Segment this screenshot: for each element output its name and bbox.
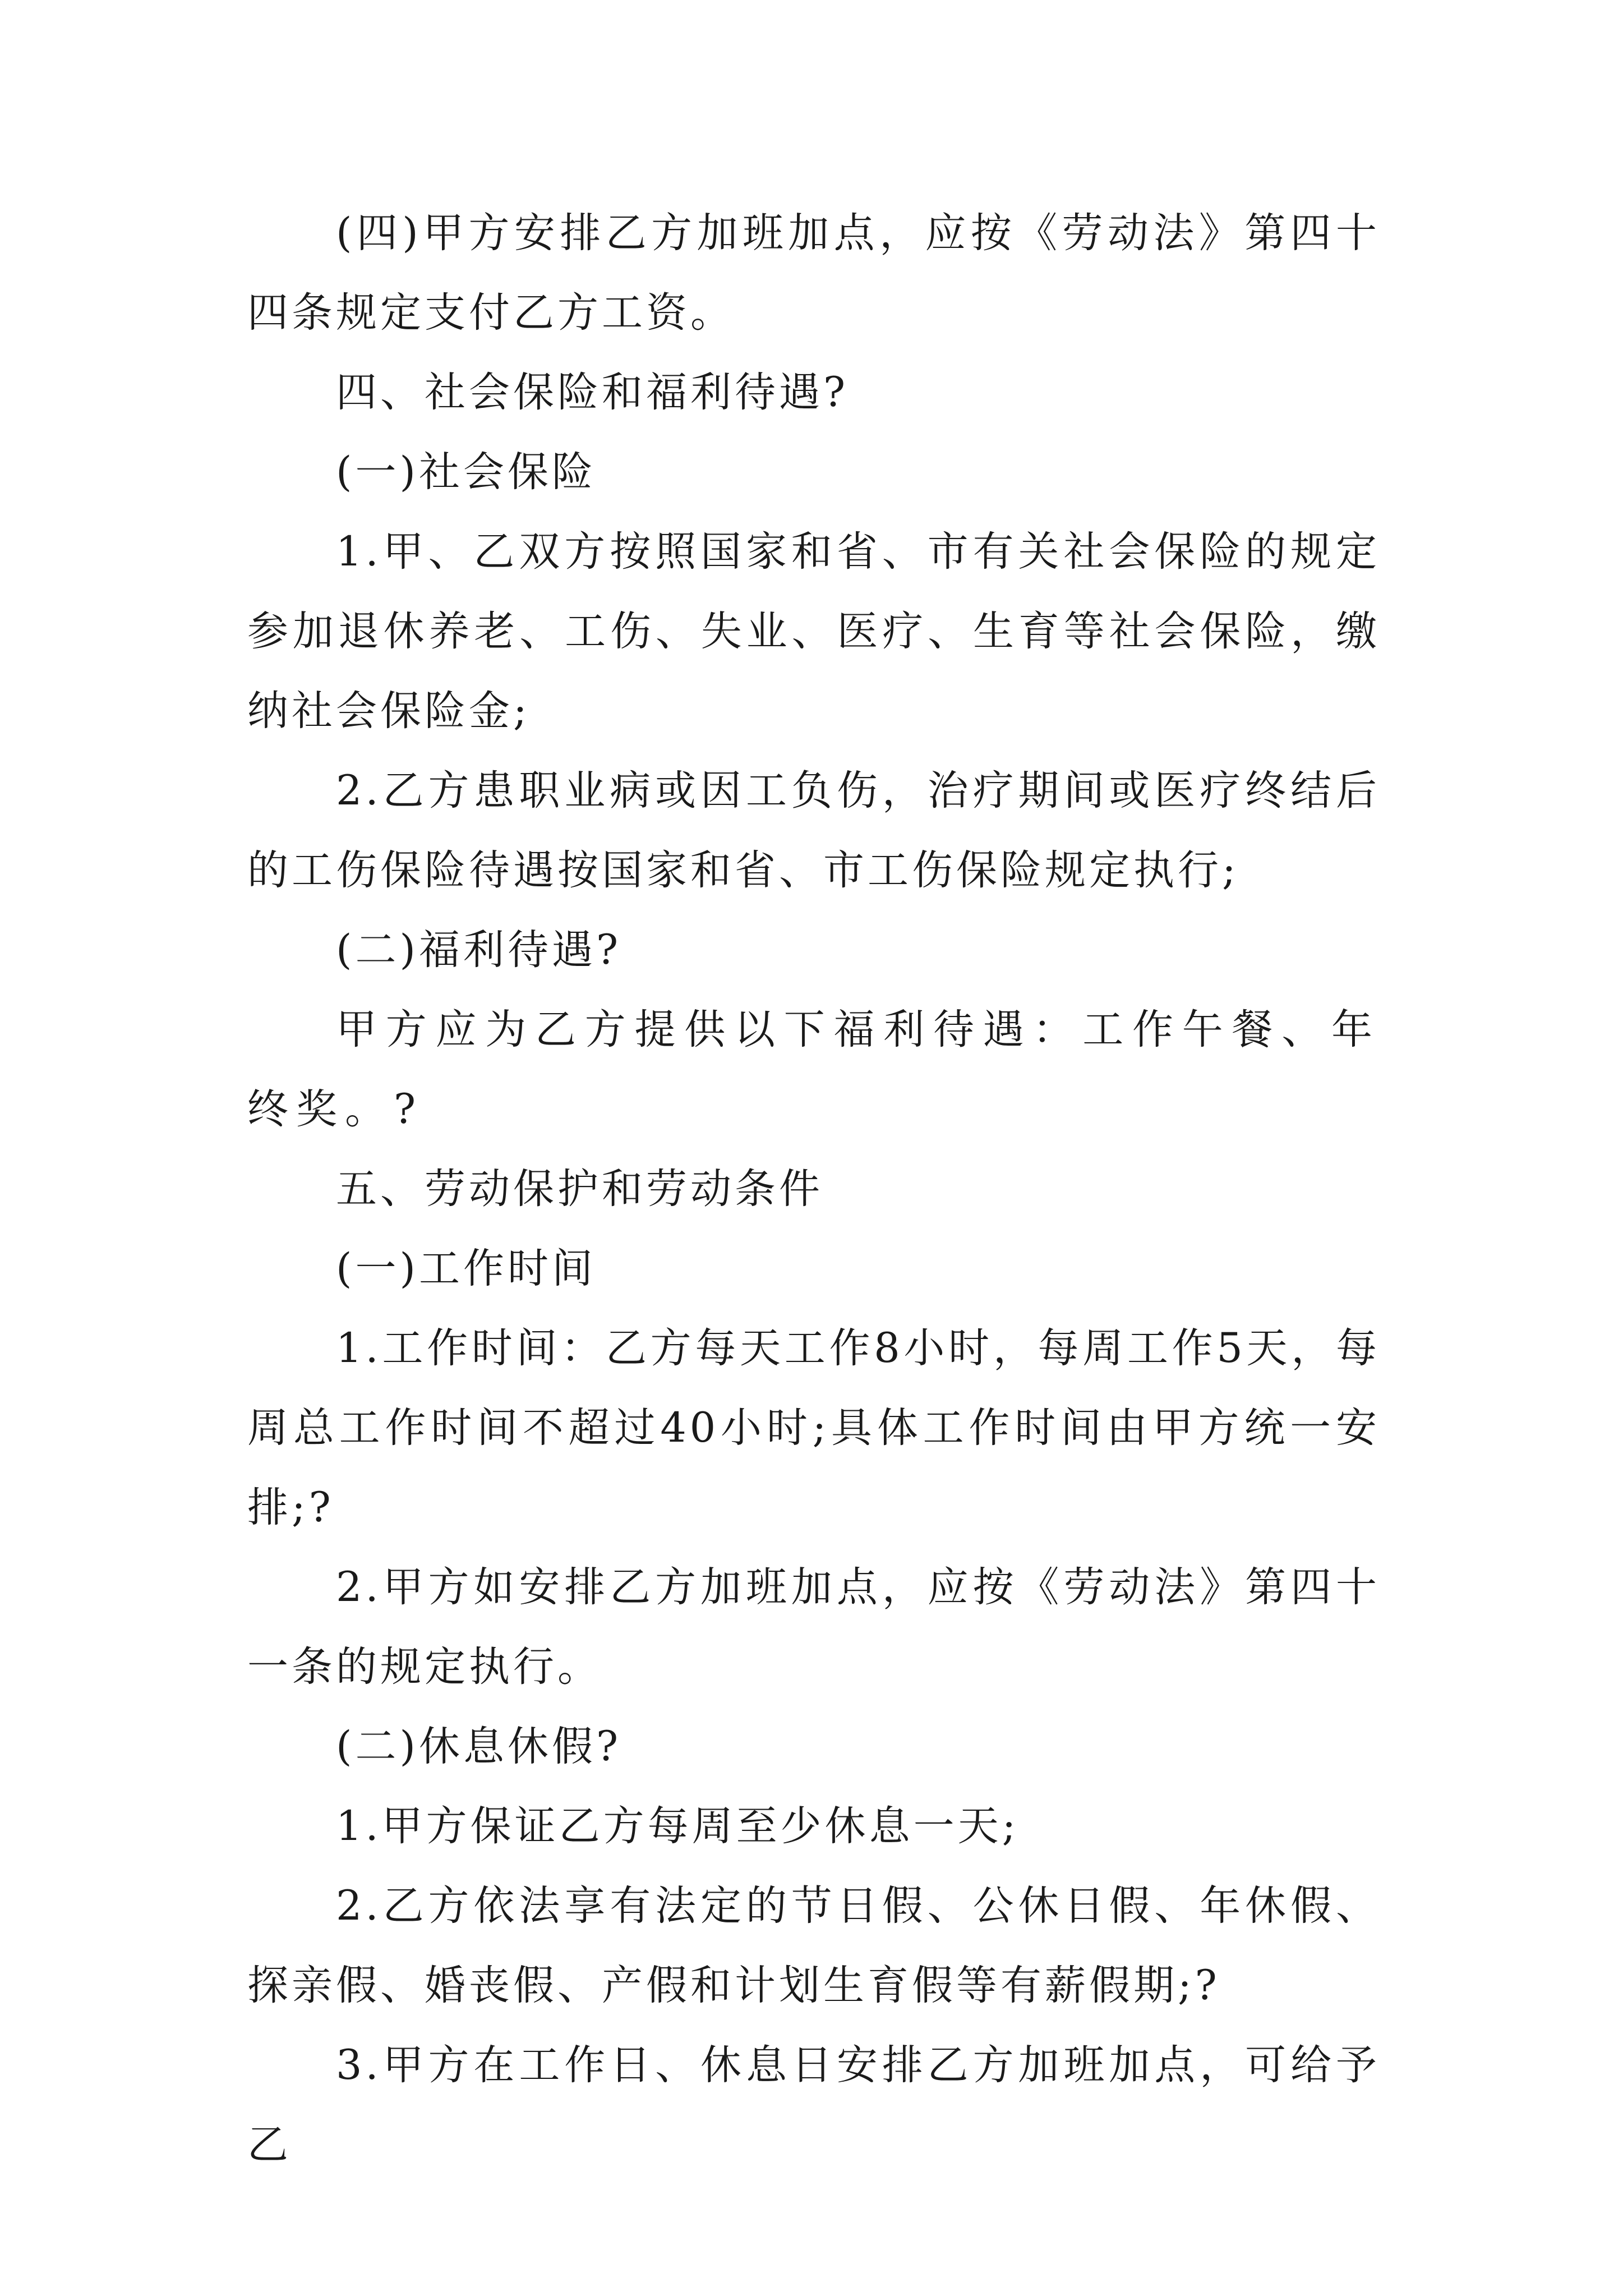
paragraph-welfare-benefits: 甲方应为乙方提供以下福利待遇：工作午餐、年终奖。?: [247, 1006, 1380, 1133]
paragraph-insurance-participation: 1.甲、乙双方按照国家和省、市有关社会保险的规定参加退休养老、工伤、失业、医疗、生育等社会保险，缴纳社会保险金;: [247, 528, 1380, 735]
paragraph-paid-leave: 2.乙方依法享有法定的节日假、公休日假、年休假、探亲假、婚丧假、产假和计划生育假等有薪假期;?: [247, 1882, 1380, 2009]
paragraph-weekly-rest: 1.甲方保证乙方每周至少休息一天;: [336, 1802, 1020, 1850]
paragraph-overtime-wages: (四)甲方安排乙方加班加点，应按《劳动法》第四十四条规定支付乙方工资。: [247, 209, 1380, 337]
subheading-welfare: (二)福利待遇?: [336, 926, 622, 974]
heading-social-insurance-welfare: 四、社会保险和福利待遇?: [336, 369, 849, 416]
document-body: [247, 194, 1380, 2185]
subheading-rest-leave: (二)休息休假?: [336, 1723, 622, 1770]
paragraph-working-hours: 1.工作时间：乙方每天工作8小时，每周工作5天，每周总工作时间不超过40小时;具体工作时间由甲方统一安排;?: [247, 1324, 1380, 1531]
subheading-working-hours: (一)工作时间: [336, 1245, 596, 1292]
subheading-social-insurance: (一)社会保险: [336, 448, 596, 496]
paragraph-overtime-compensation: 3.甲方在工作日、休息日安排乙方加班加点，可给予乙: [247, 2041, 1380, 2169]
paragraph-occupational-injury: 2.乙方患职业病或因工负伤，治疗期间或医疗终结后的工伤保险待遇按国家和省、市工伤保险规定执行;: [247, 767, 1380, 894]
heading-labor-protection: 五、劳动保护和劳动条件: [336, 1165, 823, 1213]
paragraph-overtime-rules: 2.甲方如安排乙方加班加点，应按《劳动法》第四十一条的规定执行。: [247, 1563, 1380, 1691]
